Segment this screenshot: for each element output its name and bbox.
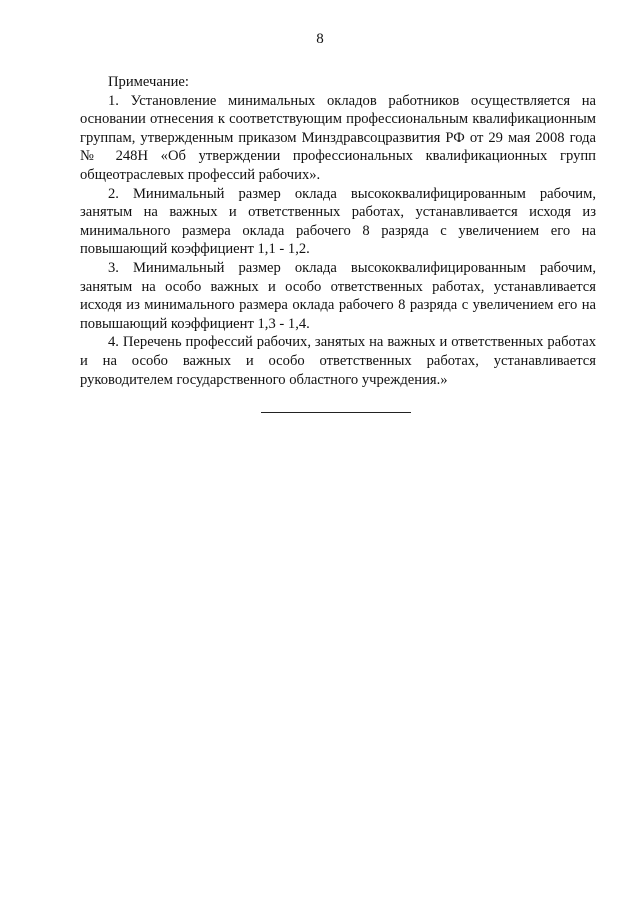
page-number: 8 <box>316 31 324 47</box>
note-heading: Примечание: <box>108 74 189 90</box>
document-body <box>80 73 596 389</box>
note-item-3: 3. Минимальный размер оклада высококвалифицированным рабочим, занятым на особо важных и особо ответственных работах, устанавливается исходя из минимального размера оклада рабочего 8 разряда с увеличением его на повышающий коэффициент 1,3 - 1,4. <box>80 259 596 332</box>
closing-divider-line <box>261 412 411 413</box>
note-item-1: 1. Установление минимальных окладов работников осуществляется на основании отнесения к соответствующим профессиональным квалификационным группам, утвержденным приказом Минздравсоцразвития РФ от 29 мая 2008 года № 248Н «Об утверждении профессиональных квалификационных групп общеотраслевых профессий рабочих». <box>80 92 596 183</box>
note-item-2: 2. Минимальный размер оклада высококвалифицированным рабочим, занятым на важных и ответственных работах, устанавливается исходя из минимального размера оклада рабочего 8 разряда с увеличением его на повышающий коэффициент 1,1 - 1,2. <box>80 185 596 258</box>
note-item-4: 4. Перечень профессий рабочих, занятых на важных и ответственных работах и на особо важных и особо ответственных работах, устанавливается руководителем государственного областного учреждения.» <box>80 334 596 388</box>
